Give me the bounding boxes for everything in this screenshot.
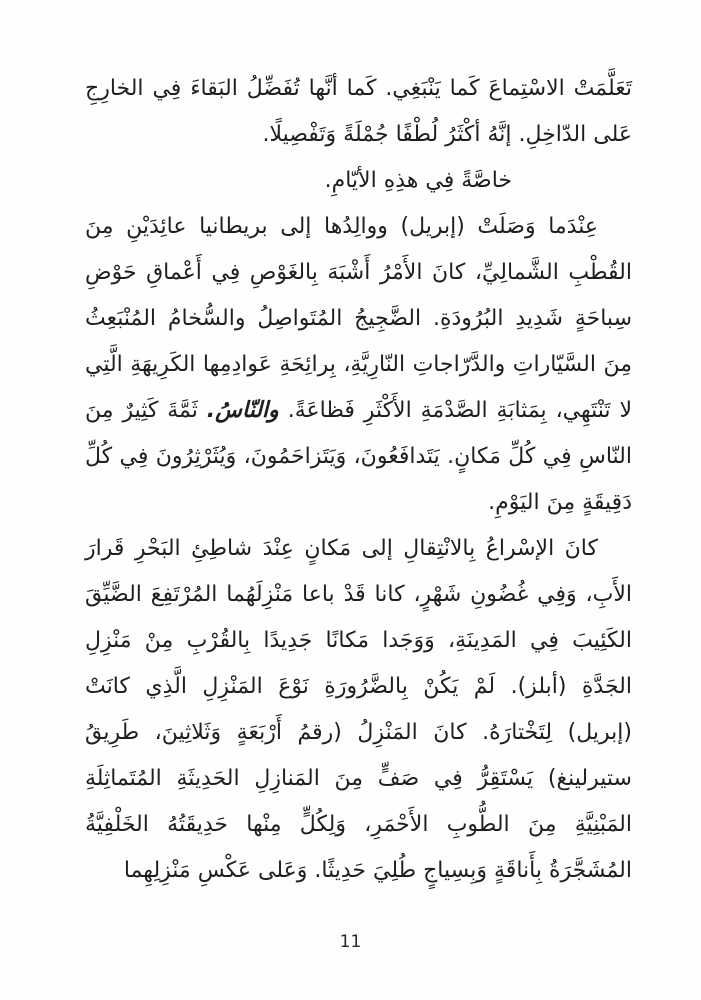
paragraph-continuation [85,66,632,158]
paragraph-text: خاصَّةً فِي هذِهِ الأيّامِ. [324,168,512,193]
page-text-block [85,66,632,894]
paragraph-text-post: ثَمَّةَ كَثِيرٌ مِنَ النّاسِ فِي كُلِّ مَكانٍ. يَتَدافَعُونَ، وَيَتَزاحَمُونَ، وَيُثَرْثِرُونَ فِي كُلِّ دَقِيقَةٍ مِنَ اليَوْمِ. [85,398,632,515]
paragraph-short [85,158,632,204]
paragraph-text: كانَ الإسْراعُ بِالانْتِقالِ إلى مَكانٍ عِنْدَ شاطِئِ البَحْرِ قَرارَ الأَبِ، وَفِي غُضُونِ شَهْرٍ، كانا قَدْ باعا مَنْزِلَهُما المُرْتَفِعَ الضَّيِّقَ الكَئِيبَ فِي المَدِينَةِ، وَوَجَدا مَكانًا جَدِيدًا بِالقُرْبِ مِنْ مَنْزِلِ الجَدَّةِ (أبلز). لَمْ يَكُنْ بِالضَّرُورَةِ نَوْعَ المَنْزِلِ الَّذِي كانَتْ (إبريل) لِتَخْتارَهُ. كانَ المَنْزِلُ (رقمُ أَرْبَعَةٍ وَثَلاثِينَ، طَرِيقُ ستيرلينغ) يَسْتَقِرُّ فِي صَفٍّ مِنَ المَنازِلِ الحَدِيثَةِ المُتَماثِلَةِ المَبْنِيَّةِ مِنَ الطُّوبِ الأَحْمَرِ، وَلِكُلٍّ مِنْها حَدِيقَتُهُ الخَلْفِيَّةُ المُشَجَّرَةُ بِأَناقَةٍ وَبِسِياجٍ طُلِيَ حَدِيثًا. وَعَلى عَكْسِ مَنْزِلِهِما [85,536,632,883]
page-number: 11 [339,932,362,952]
paragraph-text-pre: عِنْدَما وَصَلَتْ (إبريل) ووالِدُها إلى بريطانيا عائِدَيْنِ مِنَ القُطْبِ الشَّمالِيِّ، كانَ الأَمْرُ أَشْبَهَ بِالغَوْصِ فِي أَعْماقِ حَوْضِ سِباحَةٍ شَدِيدِ البُرُودَةِ. الضَّجِيجُ المُتَواصِلُ والسُّخامُ المُنْبَعِثُ مِنَ السَّيّاراتِ والدَّرّاجاتِ النّارِيَّةِ، بِرائِحَةِ عَوادِمِها الكَرِيهَةِ الَّتِي لا تَنْتَهِي، بِمَثابَةِ الصَّدْمَةِ الأَكْثَرِ فَظاعَةً. [85,214,632,423]
emphasized-text: والنّاسُ. [206,398,279,423]
paragraph-arrival [85,204,632,526]
paragraph-text: تَعَلَّمَتْ الاسْتِماعَ كَما يَنْبَغِي. كَما أنَّها تُفَضِّلُ البَقاءَ فِي الخارِجِ عَلى الدّاخِلِ. إنَّهُ أكْثَرُ لُطْفًا جُمْلَةً وَتَفْصِيلًا. [85,76,632,147]
paragraph-move [85,526,632,894]
